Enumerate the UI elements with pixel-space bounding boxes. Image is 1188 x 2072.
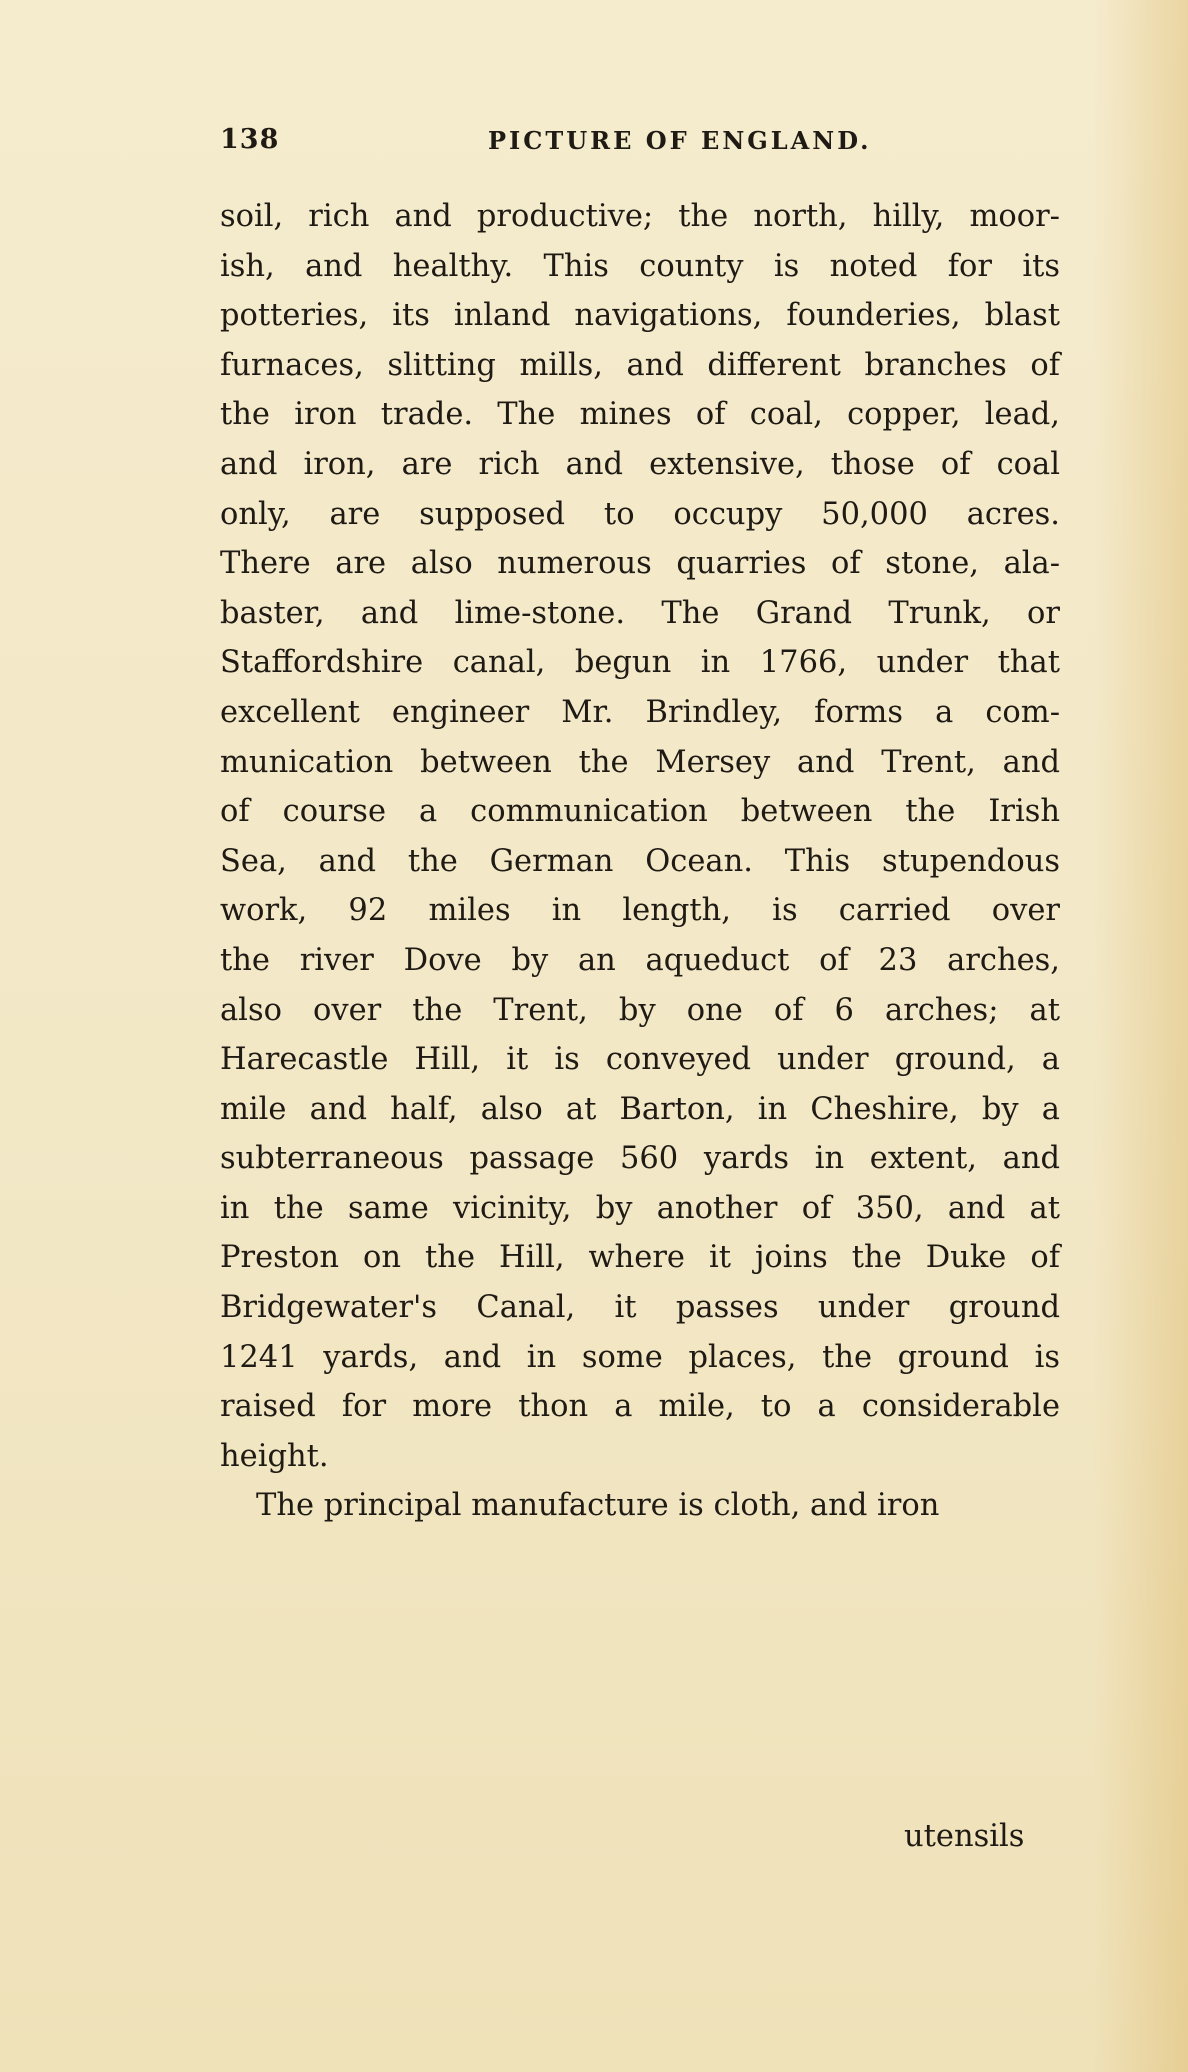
text-line: the iron trade. The mines of coal, copper, lead, [220,397,1060,433]
text-line: Bridgewater's Canal, it passes under ground [220,1290,1060,1326]
catchword: utensils [904,1819,1025,1854]
text-line: 1241 yards, and in some places, the ground is [220,1339,1060,1375]
text-line: There are also numerous quarries of stone, ala- [220,546,1060,582]
page-header [220,124,1040,164]
text-line-indented: The principal manufacture is cloth, and iron [256,1488,940,1524]
text-line: munication between the Mersey and Trent, and [220,744,1060,780]
text-line: potteries, its inland navigations, founderies, blast [220,298,1060,334]
text-line: ish, and healthy. This county is noted for its [220,248,1060,284]
text-line: Staffordshire canal, begun in 1766, under that [220,645,1060,681]
text-line: subterraneous passage 560 yards in extent, and [220,1141,1060,1177]
text-line: the river Dove by an aqueduct of 23 arches, [220,942,1060,978]
running-title: PICTURE OF ENGLAND. [488,126,872,155]
text-line: height. [220,1438,329,1474]
body-text [220,192,1060,1531]
page-number: 138 [220,124,280,155]
text-line: furnaces, slitting mills, and different branches of [220,347,1060,383]
text-line: raised for more thon a mile, to a considerable [220,1389,1060,1425]
text-line: excellent engineer Mr. Brindley, forms a com- [220,694,1060,730]
text-line: soil, rich and productive; the north, hilly, moor- [220,199,1060,234]
text-line: work, 92 miles in length, is carried over [220,893,1060,929]
text-line: in the same vicinity, by another of 350, and at [220,1190,1060,1226]
text-line: and iron, are rich and extensive, those of coal [220,446,1060,482]
text-line: also over the Trent, by one of 6 arches; at [220,992,1060,1028]
text-line: Harecastle Hill, it is conveyed under ground, a [220,1042,1060,1078]
text-line: Preston on the Hill, where it joins the Duke of [220,1240,1060,1276]
text-line: only, are supposed to occupy 50,000 acres. [220,496,1060,532]
text-line: mile and half, also at Barton, in Cheshire, by a [220,1091,1060,1127]
text-line: of course a communication between the Irish [220,794,1060,830]
text-line: Sea, and the German Ocean. This stupendous [220,843,1060,879]
text-line: baster, and lime-stone. The Grand Trunk, or [220,595,1060,631]
